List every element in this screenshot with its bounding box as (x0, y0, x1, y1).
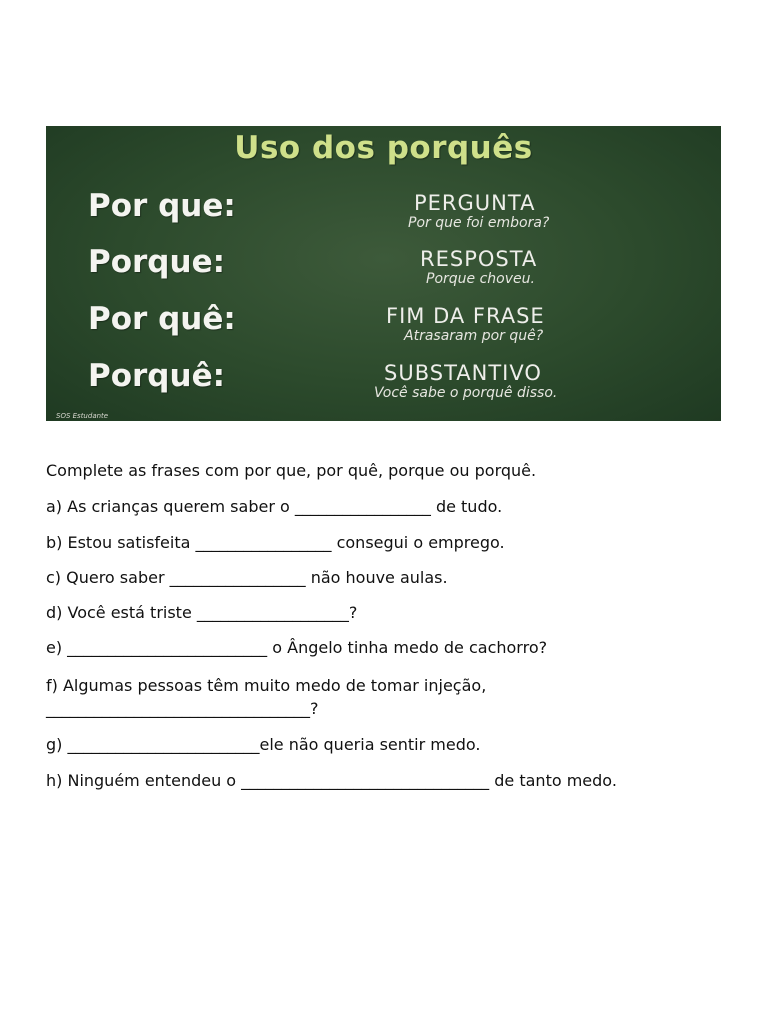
rule-use: PERGUNTA (414, 191, 536, 215)
instruction-text: Complete as frases com por que, por quê, porque ou porquê. (46, 461, 537, 480)
rule-row-porque (46, 244, 721, 300)
exercise-c: c) Quero saber _________________ não houve aulas. (46, 568, 448, 587)
exercise-b: b) Estou satisfeita _________________ consegui o emprego. (46, 533, 505, 552)
exercise-g: g) ________________________ele não queria sentir medo. (46, 735, 481, 754)
exercise-d: d) Você está triste ___________________? (46, 603, 358, 622)
rule-example: Por que foi embora? (408, 215, 550, 231)
rule-term: Porquê: (88, 358, 225, 394)
rule-row-por-que (46, 188, 721, 244)
rule-row-porque-substantivo (46, 358, 721, 414)
rule-row-por-que-acento (46, 301, 721, 357)
rule-example: Porque choveu. (426, 271, 535, 287)
board-title: Uso dos porquês (234, 130, 533, 166)
rule-example: Atrasaram por quê? (404, 328, 544, 344)
rule-use: RESPOSTA (420, 247, 538, 271)
exercise-f: f) Algumas pessoas têm muito medo de tomar injeção, (46, 676, 487, 695)
exercise-h: h) Ninguém entendeu o _______________________________ de tanto medo. (46, 771, 617, 790)
rule-use: FIM DA FRASE (386, 304, 545, 328)
board-credit: SOS Estudante (56, 412, 109, 420)
rule-term: Por quê: (88, 301, 236, 337)
rule-term: Por que: (88, 188, 236, 224)
rule-use: SUBSTANTIVO (384, 361, 542, 385)
exercise-f-continuation: _________________________________? (46, 699, 319, 718)
rule-example: Você sabe o porquê disso. (374, 385, 558, 401)
exercise-e: e) _________________________ o Ângelo tinha medo de cachorro? (46, 638, 548, 657)
rule-term: Porque: (88, 244, 225, 280)
exercise-a: a) As crianças querem saber o _________________ de tudo. (46, 497, 503, 516)
chalkboard-image (46, 126, 721, 421)
